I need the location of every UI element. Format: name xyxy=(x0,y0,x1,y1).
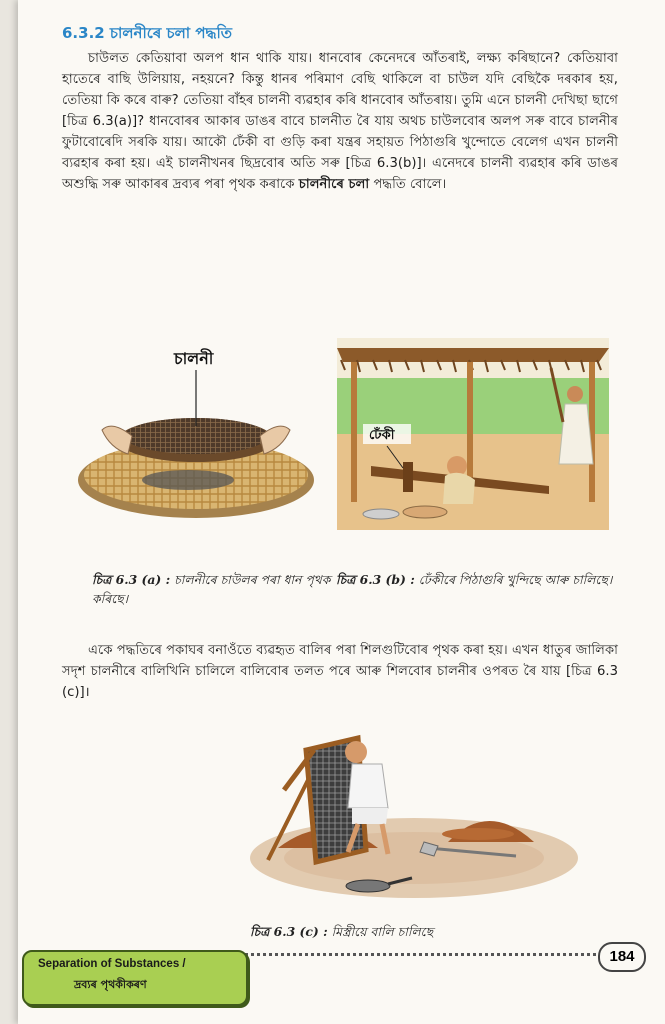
figure-sieve-image xyxy=(78,330,328,530)
figure-dhenki-image xyxy=(337,338,609,530)
caption-figure-c-number: চিত্ৰ 6.3 (c) : xyxy=(250,924,328,939)
figure-mason-image xyxy=(248,730,578,900)
paragraph-sieving xyxy=(62,48,618,195)
caption-figure-a xyxy=(92,570,332,608)
paragraph-sieving-end: পদ্ধতি বোলে। xyxy=(369,177,447,192)
section-heading: 6.3.2 চালনীৰে চলা পদ্ধতি xyxy=(62,24,233,42)
caption-figure-a-number: চিত্ৰ 6.3 (a) : xyxy=(92,572,171,587)
chapter-title-assamese: দ্ৰব্যৰ পৃথকীকৰণ xyxy=(74,978,147,991)
caption-figure-a-text: চালনীৰে চাউলৰ পৰা ধান পৃথক কৰিছে। xyxy=(92,572,331,606)
chapter-title-english: Separation of Substances / xyxy=(38,958,186,970)
caption-figure-c xyxy=(250,922,590,941)
figure-sieve-label: চালনী xyxy=(174,349,214,368)
paragraph-sand-sieving: একে পদ্ধতিৰে পকাঘৰ বনাওঁতে ব্যৱহৃত বালিৰ পৰা শিলগুটিবোৰ পৃথক কৰা হয়। এখন ধাতুৰ জালিকা সদৃশ চালনীৰে বালিখিনি চালিলে বালিবোৰ তলত পৰে আৰু শিলবোৰ চালনীৰ ওপৰত ৰৈ যায় [চিত্ৰ 6.3 (c)]। xyxy=(62,643,618,700)
caption-figure-b-number: চিত্ৰ 6.3 (b) : xyxy=(336,572,415,587)
figure-dhenki-label: ঢেঁকী xyxy=(369,428,395,443)
chapter-footer-tab xyxy=(22,950,248,1006)
paragraph-sieving-text: চাউলত কেতিয়াবা অলপ ধান থাকি যায়। ধানবোৰ কেনেদৰে আঁতৰাই, লক্ষ্য কৰিছানে? কেতিয়াবা হাতেৰে বাছি উলিয়ায়, নহয়নে? কিন্তু ধানৰ পৰিমাণ বেছি থাকিলে বা চাউল যদি বেছিকৈ দৰকাৰ হয়, তেতিয়া কি কৰে বাৰু? তেতিয়া বাঁহৰ চালনী ব্যৱহাৰ কৰি ধানবোৰ আঁতৰায়। তুমি এনে চালনী দেখিছা ছাগে [চিত্ৰ 6.3(a)]? ধানবোৰৰ আকাৰ ডাঙৰ বাবে চালনীত ৰৈ যায় অথচ চাউলবোৰ অলপ সৰু বাবে চালনীৰ ফুটাবোৰেদি সৰকি যায়। আকৌ ঢেঁকী বা গুড়ি কৰা যন্ত্ৰৰ সহায়ত পিঠাগুৰি খুন্দোতে বেলেগ এখন চালনী ব্যৱহাৰ কৰা হয়। এই চালনীখনৰ ছিদ্ৰবোৰ অতি সৰু [চিত্ৰ 6.3(b)]। এনেদৰে চালনী ব্যৱহাৰ কৰি ডাঙৰ অশুদ্ধি সৰু আকাৰৰ দ্ৰব্যৰ পৰা পৃথক কৰাকে xyxy=(62,51,618,192)
page-number: 184 xyxy=(598,942,646,972)
caption-figure-b-text: ঢেঁকীৰে পিঠাগুৰি খুন্দিছে আৰু চালিছে। xyxy=(418,572,613,587)
caption-figure-c-text: মিস্ত্ৰীয়ে বালি চালিছে xyxy=(331,924,434,939)
caption-figure-b xyxy=(336,570,626,589)
bold-term-sieving: চালনীৰে চলা xyxy=(298,177,370,192)
